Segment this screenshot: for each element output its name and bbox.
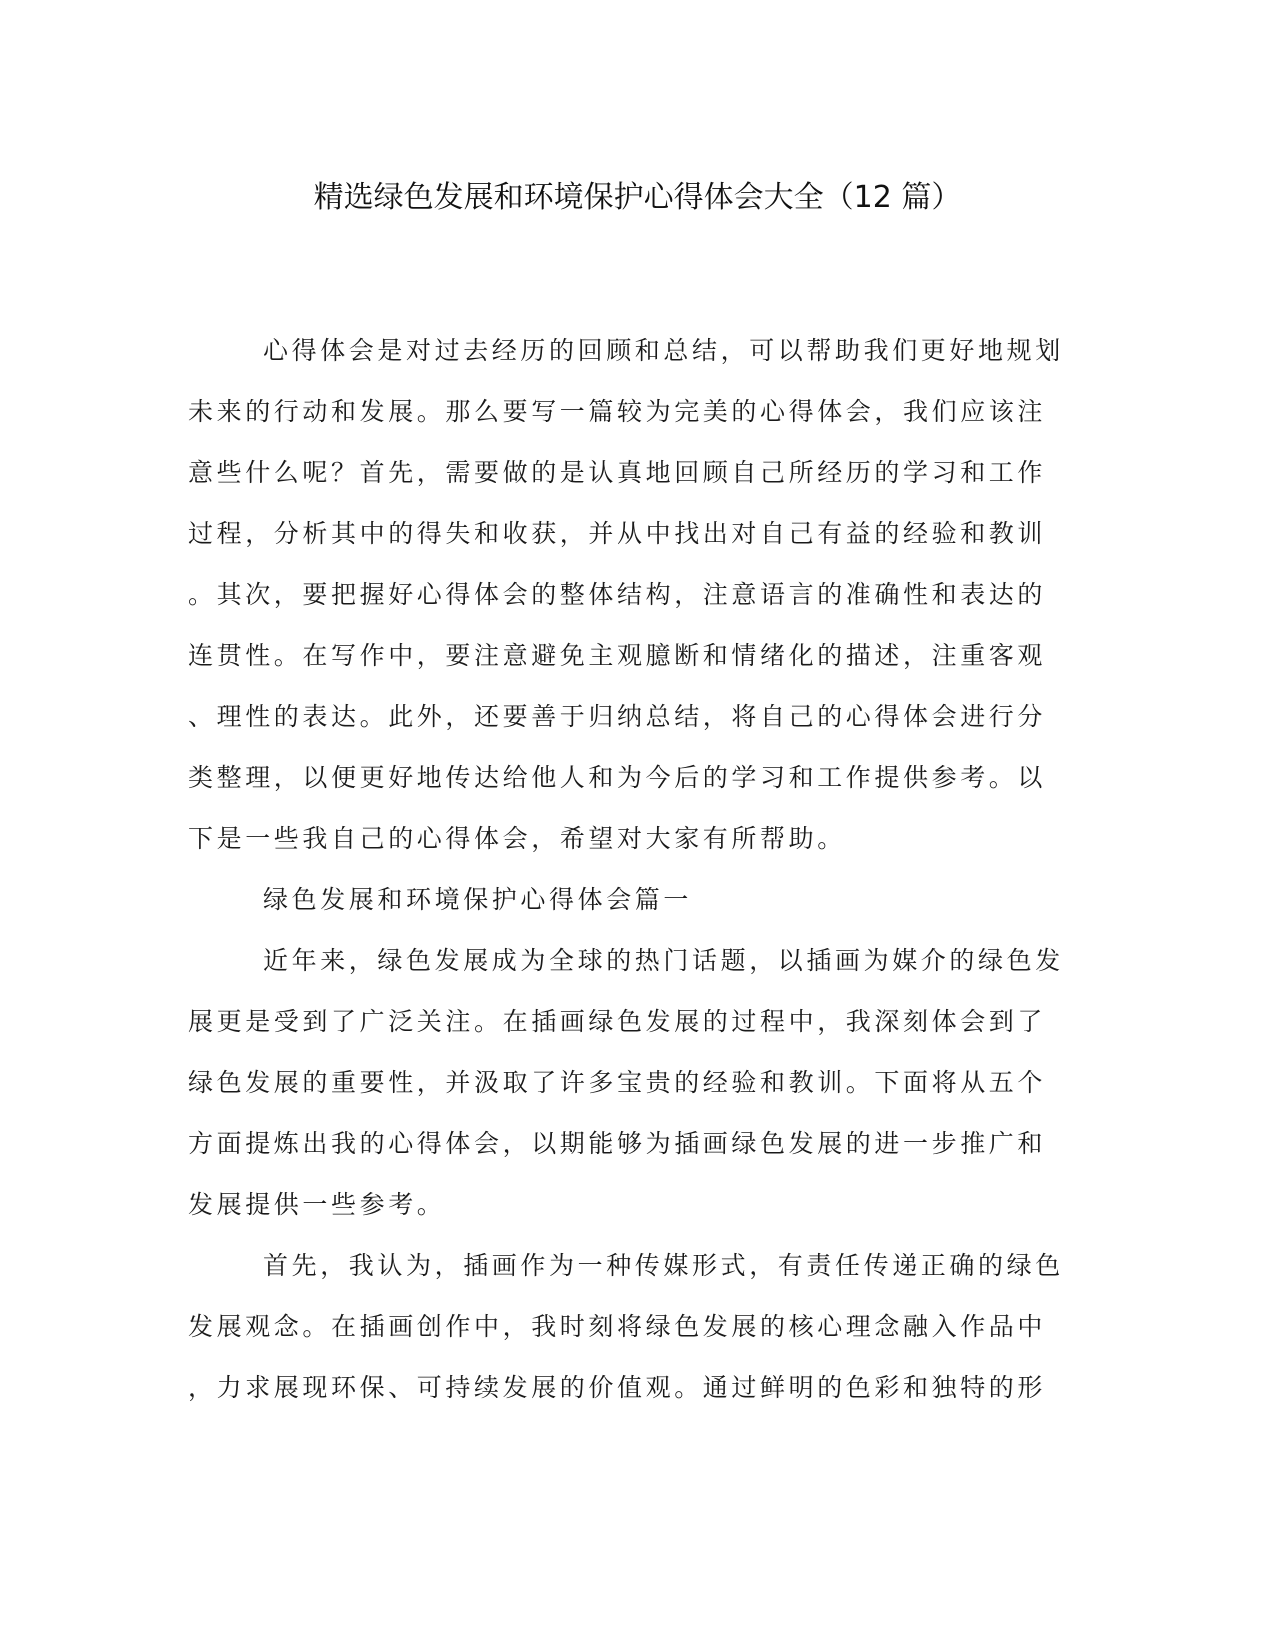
section-heading: 绿色发展和环境保护心得体会篇一 [263, 885, 693, 914]
body-line: 发展提供一些参考。 [188, 1190, 446, 1219]
document-body [188, 320, 1068, 1418]
body-line: 类整理，以便更好地传达给他人和为今后的学习和工作提供参考。以 [188, 763, 1047, 792]
body-line: 过程，分析其中的得失和收获，并从中找出对自己有益的经验和教训 [188, 519, 1047, 548]
body-line: 发展观念。在插画创作中，我时刻将绿色发展的核心理念融入作品中 [188, 1312, 1047, 1341]
body-line: 。其次，要把握好心得体会的整体结构，注意语言的准确性和表达的 [188, 580, 1047, 609]
body-line: 未来的行动和发展。那么要写一篇较为完美的心得体会，我们应该注 [188, 397, 1047, 426]
document-title: 精选绿色发展和环境保护心得体会大全（12 篇） [313, 180, 962, 215]
body-line: 绿色发展的重要性，并汲取了许多宝贵的经验和教训。下面将从五个 [188, 1068, 1047, 1097]
body-line: ，力求展现环保、可持续发展的价值观。通过鲜明的色彩和独特的形 [188, 1373, 1047, 1402]
body-line: 意些什么呢？首先，需要做的是认真地回顾自己所经历的学习和工作 [188, 458, 1047, 487]
body-line: 展更是受到了广泛关注。在插画绿色发展的过程中，我深刻体会到了 [188, 1007, 1047, 1036]
body-line: 连贯性。在写作中，要注意避免主观臆断和情绪化的描述，注重客观 [188, 641, 1047, 670]
body-line: 下是一些我自己的心得体会，希望对大家有所帮助。 [188, 824, 846, 853]
body-line: 、理性的表达。此外，还要善于归纳总结，将自己的心得体会进行分 [188, 702, 1047, 731]
body-line: 心得体会是对过去经历的回顾和总结，可以帮助我们更好地规划 [263, 336, 1064, 365]
body-line: 方面提炼出我的心得体会，以期能够为插画绿色发展的进一步推广和 [188, 1129, 1047, 1158]
body-line: 近年来，绿色发展成为全球的热门话题，以插画为媒介的绿色发 [263, 946, 1064, 975]
body-line: 首先，我认为，插画作为一种传媒形式，有责任传递正确的绿色 [263, 1251, 1064, 1280]
